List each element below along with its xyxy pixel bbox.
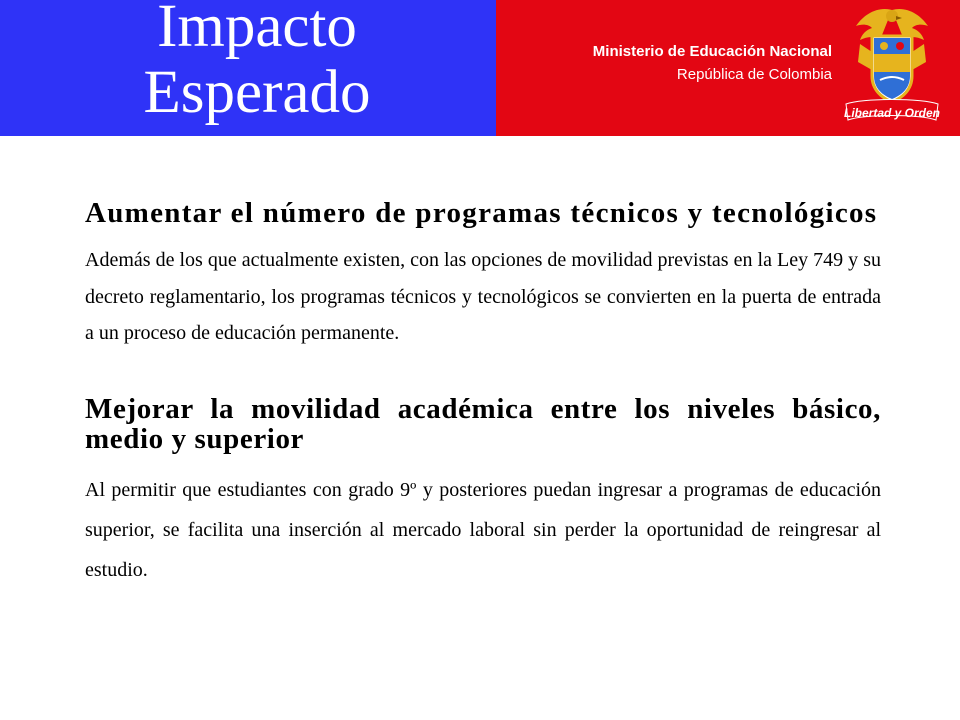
title-line-1: Impacto — [157, 0, 357, 60]
country-name: República de Colombia — [676, 66, 832, 83]
section-1-body: Además de los que actualmente existen, con las opciones de movilidad previstas en la Ley 749 y su decreto reglamentario, los programas técnicos y tecnológicos se convierten en la puerta de entrada a un proceso de educación permanente. — [85, 249, 881, 344]
section-2-heading: Mejorar la movilidad académica entre los niveles básico, medio y superior — [85, 392, 881, 455]
crest-motto: Libertad y Orden — [843, 106, 941, 120]
title-line-2: Esperado — [143, 59, 371, 126]
section-2-body: Al permitir que estudiantes con grado 9º y posteriores puedan ingresar a programas de educación superior, se facilita una inserción al mercado laboral sin perder la oportunidad de reingresar al estudio. — [85, 478, 881, 581]
ministry-name: Ministerio de Educación Nacional — [592, 43, 832, 60]
slide-content — [85, 196, 881, 590]
ministry-label — [496, 42, 832, 85]
header-banner — [0, 0, 960, 136]
section-1-heading: Aumentar el número de programas técnicos y tecnológicos — [85, 197, 878, 229]
section-spacer — [85, 352, 881, 394]
slide-title — [112, 0, 402, 126]
